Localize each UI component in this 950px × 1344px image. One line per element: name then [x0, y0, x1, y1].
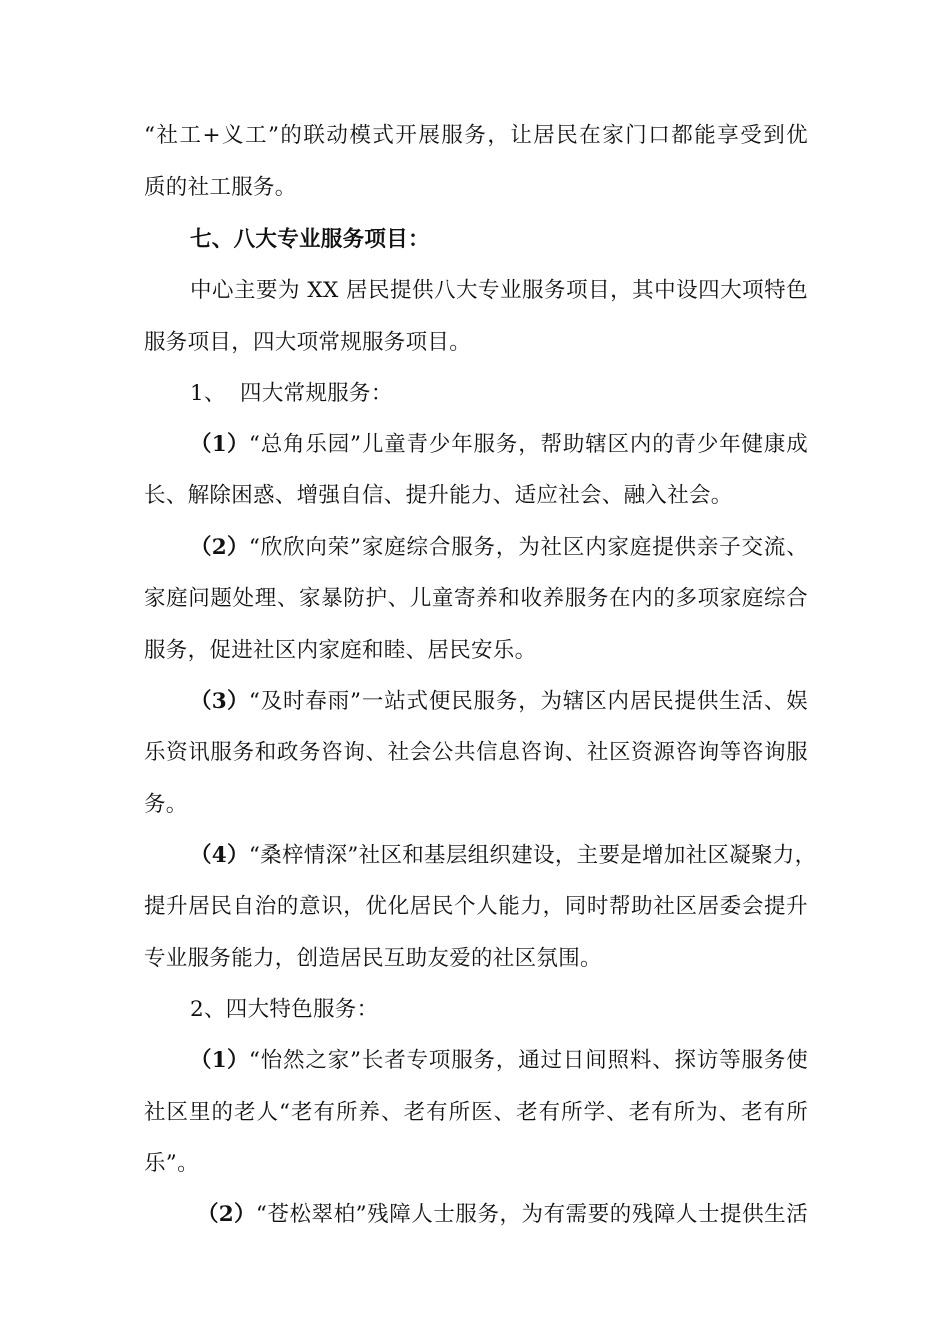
- paragraph-line: 专业服务能力，创造居民互助友爱的社区氛围。: [144, 946, 602, 971]
- paragraph-line: 提升居民自治的意识，优化居民个人能力，同时帮助社区居委会提升: [144, 894, 808, 919]
- paragraph-line: 服务项目，四大项常规服务项目。: [144, 330, 472, 355]
- section-heading: 七、八大专业服务项目：: [190, 227, 430, 252]
- list-item-line: [190, 1047, 808, 1075]
- paragraph-line: 质的社工服务。: [144, 175, 297, 200]
- paragraph-line: 社区里的老人“老有所养、老有所医、老有所学、老有所为、老有所: [144, 1100, 808, 1125]
- list-item-line: [190, 842, 817, 870]
- item-text: “及时春雨”一站式便民服务，为辖区内居民提供生活、娱: [248, 689, 808, 714]
- paragraph-line: “社工+义工”的联动模式开展服务，让居民在家门口都能享受到优: [144, 123, 808, 148]
- subsection-heading: 1、 四大常规服务：: [190, 381, 393, 406]
- paragraph-line: 家庭问题处理、家暴防护、儿童寄养和收养服务在内的多项家庭综合: [144, 586, 808, 611]
- subsection-heading: 2、四大特色服务：: [190, 997, 379, 1022]
- list-item-line: [197, 1201, 808, 1229]
- list-item-line: [190, 431, 808, 459]
- item-text: “苍松翠柏”残障人士服务，为有需要的残障人士提供生活: [255, 1202, 808, 1227]
- paragraph-line: 乐资讯服务和政务咨询、社会公共信息咨询、社区资源咨询等咨询服: [144, 740, 808, 765]
- item-number: （2）: [190, 535, 249, 560]
- item-text: “桑梓情深”社区和基层组织建设，主要是增加社区凝聚力，: [248, 843, 817, 868]
- item-number: （2）: [197, 1202, 256, 1227]
- item-number: （4）: [190, 843, 249, 868]
- item-text: “总角乐园”儿童青少年服务，帮助辖区内的青少年健康成: [248, 432, 808, 457]
- item-number: （3）: [190, 689, 249, 714]
- paragraph-line: 乐”。: [144, 1151, 199, 1176]
- paragraph-line: 务。: [144, 792, 188, 817]
- item-number: （1）: [190, 1048, 249, 1073]
- paragraph-line: 长、解除困惑、增强自信、提升能力、适应社会、融入社会。: [144, 483, 733, 508]
- list-item-line: [190, 688, 808, 716]
- item-number: （1）: [190, 432, 249, 457]
- item-text: “欣欣向荣”家庭综合服务，为社区内家庭提供亲子交流、: [248, 535, 808, 560]
- paragraph-line: 中心主要为 XX 居民提供八大专业服务项目，其中设四大项特色: [190, 278, 808, 303]
- item-text: “怡然之家”长者专项服务，通过日间照料、探访等服务使: [248, 1048, 808, 1073]
- list-item-line: [190, 534, 808, 562]
- paragraph-line: 服务，促进社区内家庭和睦、居民安乐。: [144, 638, 537, 663]
